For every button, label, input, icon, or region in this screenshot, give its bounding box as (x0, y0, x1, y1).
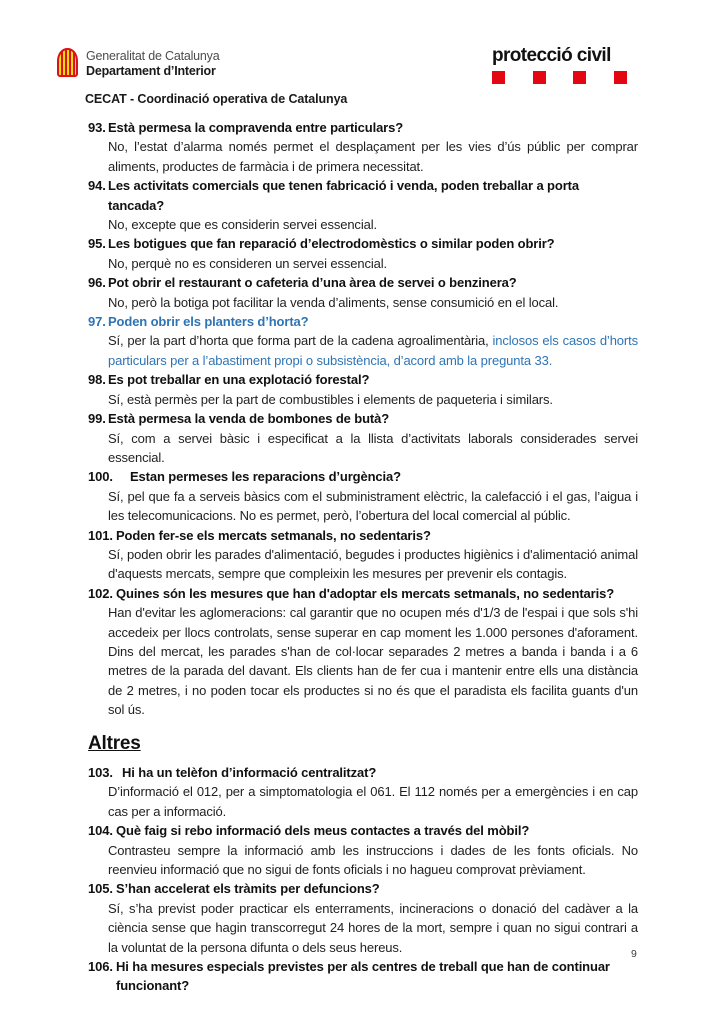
faq-question-number: 103. (88, 765, 113, 780)
red-square-icon (614, 71, 627, 84)
faq-question-text: Poden fer-se els mercats setmanals, no sedentaris? (116, 527, 431, 543)
generalitat-logo (57, 48, 219, 79)
red-square-icon (492, 71, 505, 84)
proteccio-civil-wordmark: protecció civil (492, 45, 611, 66)
faq-question-text: Està permesa la compravenda entre particulars? (108, 120, 404, 135)
faq-question-text: Les activitats comercials que tenen fabricació i venda, poden treballar a porta tancada? (108, 178, 579, 213)
faq-item-102 (88, 584, 638, 720)
faq-answer: No, excepte que es considerin servei essencial. (108, 217, 377, 233)
faq-question (88, 584, 638, 603)
faq-answer (88, 331, 638, 370)
faq-question-text: Es pot treballar en una explotació forestal? (108, 372, 370, 388)
faq-answer: Contrasteu sempre la informació amb les instruccions i dades de les fonts oficials. No reenvieu informació que no sigui de fonts oficials i no hagueu comprovat prèviament. (108, 842, 638, 878)
faq-question (88, 312, 638, 331)
faq-item-103 (88, 763, 638, 821)
faq-question (88, 957, 638, 996)
faq-item-94 (88, 176, 638, 234)
faq-item-105 (88, 879, 638, 957)
faq-item-101 (88, 526, 638, 584)
faq-question (88, 763, 638, 782)
faq-question (88, 176, 638, 215)
faq-question-number: 100. (88, 469, 113, 485)
faq-question-text: Hi ha un telèfon d’informació centralitzat? (122, 765, 377, 780)
faq-question (88, 409, 638, 428)
faq-question (88, 118, 638, 137)
faq-answer: Sí, pel que fa a serveis bàsics com el subministrament elèctric, la calefacció i el gas, l’aigua i les telecomunicacions. No es permet, però, l’obertura del local comercial al públic. (108, 488, 638, 524)
department-name: Departament d’Interior (86, 64, 216, 78)
faq-question (88, 273, 638, 292)
section-heading-altres: Altres (88, 732, 141, 754)
faq-item-104 (88, 821, 638, 879)
faq-answer: No, l’estat d’alarma només permet el desplaçament per les vies d’ús públic per comprar aliments, productes de farmàcia i de primera necessitat. (108, 139, 638, 174)
faq-item-98 (88, 370, 638, 409)
faq-question (88, 526, 638, 545)
faq-question-text: Quines són les mesures que han d'adoptar els mercats setmanals, no sedentaris? (116, 585, 615, 601)
faq-question-number: 98. (88, 372, 106, 388)
faq-question-number: 105. (88, 881, 113, 897)
faq-answer: Sí, s’ha previst poder practicar els enterraments, incineracions o donació del cadàver a la ciència sense que hagin transcorregut 24 hores de la mort, sempre i quan no sigui contrari a la voluntat de la persona difunta o dels seus hereus. (108, 900, 638, 955)
faq-answer: Sí, com a servei bàsic i especificat a la llista d’activitats laborals considerades servei essencial. (108, 430, 638, 465)
faq-question-number: 94. (88, 178, 106, 194)
faq-question-number: 99. (88, 411, 106, 427)
faq-question-number: 95. (88, 236, 106, 252)
faq-question-text: Està permesa la venda de bombones de butà? (108, 411, 390, 427)
org-name: Generalitat de Catalunya (86, 49, 220, 63)
faq-item-106 (88, 957, 638, 996)
faq-question (88, 234, 638, 253)
faq-question-text: S’han accelerat els tràmits per defuncions? (116, 881, 380, 897)
faq-item-99 (88, 409, 638, 467)
red-squares-icon (492, 71, 627, 84)
faq-question-number: 101. (88, 527, 113, 543)
faq-question-text: Les botigues que fan reparació d’electrodomèstics o similar poden obrir? (108, 236, 555, 252)
proteccio-civil-logo (492, 45, 633, 84)
faq-question-text: Poden obrir els planters d’horta? (108, 314, 309, 330)
senyera-icon (57, 48, 78, 77)
faq-question-text: Què faig si rebo informació dels meus contactes a través del mòbil? (116, 823, 530, 839)
faq-answer: Sí, poden obrir les parades d'alimentació, begudes i productes higiènics i d'alimentació animal d'aquests mercats, sempre que compleixin les mesures per prevenir els contagis. (108, 546, 638, 582)
faq-answer: Han d'evitar les aglomeracions: cal garantir que no ocupen més d'1/3 de l'espai i que sols s'hi accedeix per llocs controlats, sense superar en cap moment les 1.000 persones d'aforament. Dins del mercat, les parades s'han de col·locar separades 2 metres a banda i banda i a 6 metres de la parada del davant. Els clients han de fer cua i mantenir entre ells una distància de 2 metres, i no poden tocar els productes si no és que el paradista els facilita guants d'un sol ús. (108, 605, 638, 718)
page-number: 9 (631, 948, 637, 960)
faq-answer: No, però la botiga pot facilitar la venda d’aliments, sense consumició en el local. (108, 294, 559, 310)
faq-content (88, 118, 638, 996)
faq-answer-part-highlighted: inclosos els casos d’horts particulars per a l’abastiment propi o subsistència, d’acord amb la pregunta 33. (108, 333, 638, 368)
faq-question-text: Estan permeses les reparacions d’urgència? (130, 469, 401, 485)
faq-item-95 (88, 234, 638, 273)
faq-answer: No, perquè no es consideren un servei essencial. (108, 255, 387, 271)
faq-item-100 (88, 467, 638, 525)
red-square-icon (573, 71, 586, 84)
document-subtitle: CECAT - Coordinació operativa de Catalunya (85, 92, 348, 106)
faq-item-97 (88, 312, 638, 370)
faq-item-93 (88, 118, 638, 176)
faq-question-text: Pot obrir el restaurant o cafeteria d’una àrea de servei o benzinera? (108, 275, 517, 291)
faq-question (88, 467, 638, 486)
faq-question (88, 879, 638, 898)
faq-question (88, 370, 638, 389)
faq-question-number: 102. (88, 585, 113, 601)
faq-question-number: 93. (88, 120, 106, 135)
faq-question-number: 104. (88, 823, 113, 839)
generalitat-logo-text (86, 48, 219, 79)
faq-question-number: 96. (88, 275, 106, 291)
red-square-icon (533, 71, 546, 84)
faq-question-text: Hi ha mesures especials previstes per als centres de treball que han de continuar funcionant? (116, 959, 610, 994)
faq-item-96 (88, 273, 638, 312)
faq-answer: Sí, està permès per la part de combustibles i elements de paqueteria i similars. (108, 391, 553, 407)
faq-answer-part: Sí, per la part d’horta que forma part de la cadena agroalimentària, (108, 333, 493, 349)
faq-answer: D’informació el 012, per a simptomatologia el 061. El 112 només per a emergències i en cap cas per a informació. (108, 784, 638, 819)
faq-question (88, 821, 638, 840)
faq-question-number: 97. (88, 314, 106, 330)
faq-question-number: 106. (88, 959, 113, 975)
